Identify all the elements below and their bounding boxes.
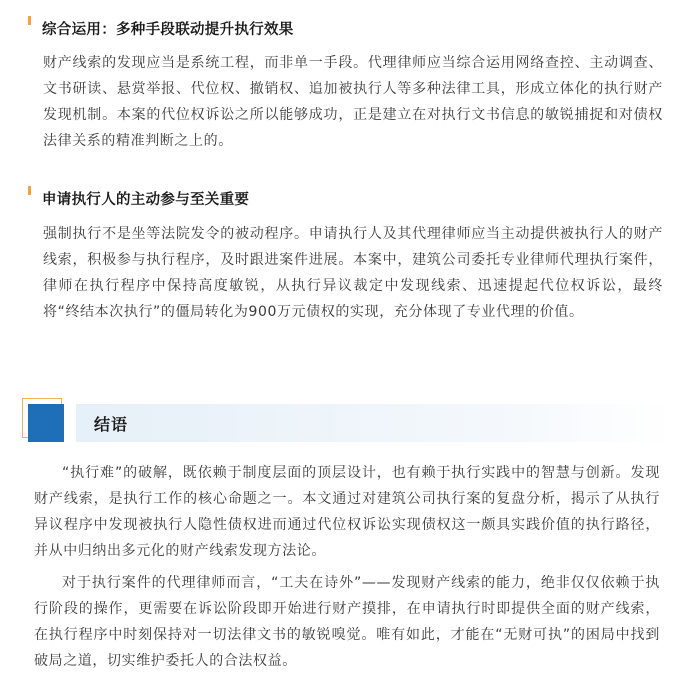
conclusion-header <box>22 398 674 446</box>
section-heading-text: 申请执行人的主动参与至关重要 <box>42 191 250 208</box>
section-paragraph-comprehensive: 财产线索的发现应当是系统工程，而非单一手段。代理律师应当综合运用网络查控、主动调查、文书研读、悬赏举报、代位权、撤销权、追加被执行人等多种法律工具，形成立体化的执行财产发现机制。本案的代位权诉讼之所以能够成功，正是建立在对执行文书信息的敏锐捕捉和对债权法律关系的精准判断之上的。 <box>43 55 663 149</box>
header-blue-block <box>28 404 64 442</box>
section-heading-active-participation <box>28 186 249 210</box>
conclusion-paragraph-2: 对于执行案件的代理律师而言，“工夫在诗外”——发现财产线索的能力，绝非仅仅依赖于执行阶段的操作，更需要在诉讼阶段即开始进行财产摸排，在申请执行时即提供全面的财产线索，在执行程序中时刻保持对一切法律文书的敏锐嗅觉。唯有如此，才能在“无财可执”的困局中找到破局之道，切实维护委托人的合法权益。 <box>34 575 660 669</box>
heading-accent-marker <box>28 186 31 195</box>
section-heading-text: 综合运用：多种手段联动提升执行效果 <box>42 21 294 38</box>
section-heading-comprehensive <box>28 16 294 40</box>
heading-accent-marker <box>28 16 31 25</box>
header-title-bar <box>76 404 674 442</box>
conclusion-title: 结语 <box>94 414 129 434</box>
conclusion-paragraph-1: “执行难”的破解，既依赖于制度层面的顶层设计，也有赖于执行实践中的智慧与创新。发现财产线索，是执行工作的核心命题之一。本文通过对建筑公司执行案的复盘分析，揭示了从执行异议程序中发现被执行人隐性债权进而通过代位权诉讼实现债权这一颇具实践价值的执行路径，并从中归纳出多元化的财产线索发现方法论。 <box>34 465 660 559</box>
section-paragraph-active-participation: 强制执行不是坐等法院发令的被动程序。申请执行人及其代理律师应当主动提供被执行人的财产线索，积极参与执行程序，及时跟进案件进展。本案中，建筑公司委托专业律师代理执行案件，律师在执行程序中保持高度敏锐，从执行异议裁定中发现线索、迅速提起代位权诉讼，最终将“终结本次执行”的僵局转化为900万元债权的实现，充分体现了专业代理的价值。 <box>43 226 663 320</box>
